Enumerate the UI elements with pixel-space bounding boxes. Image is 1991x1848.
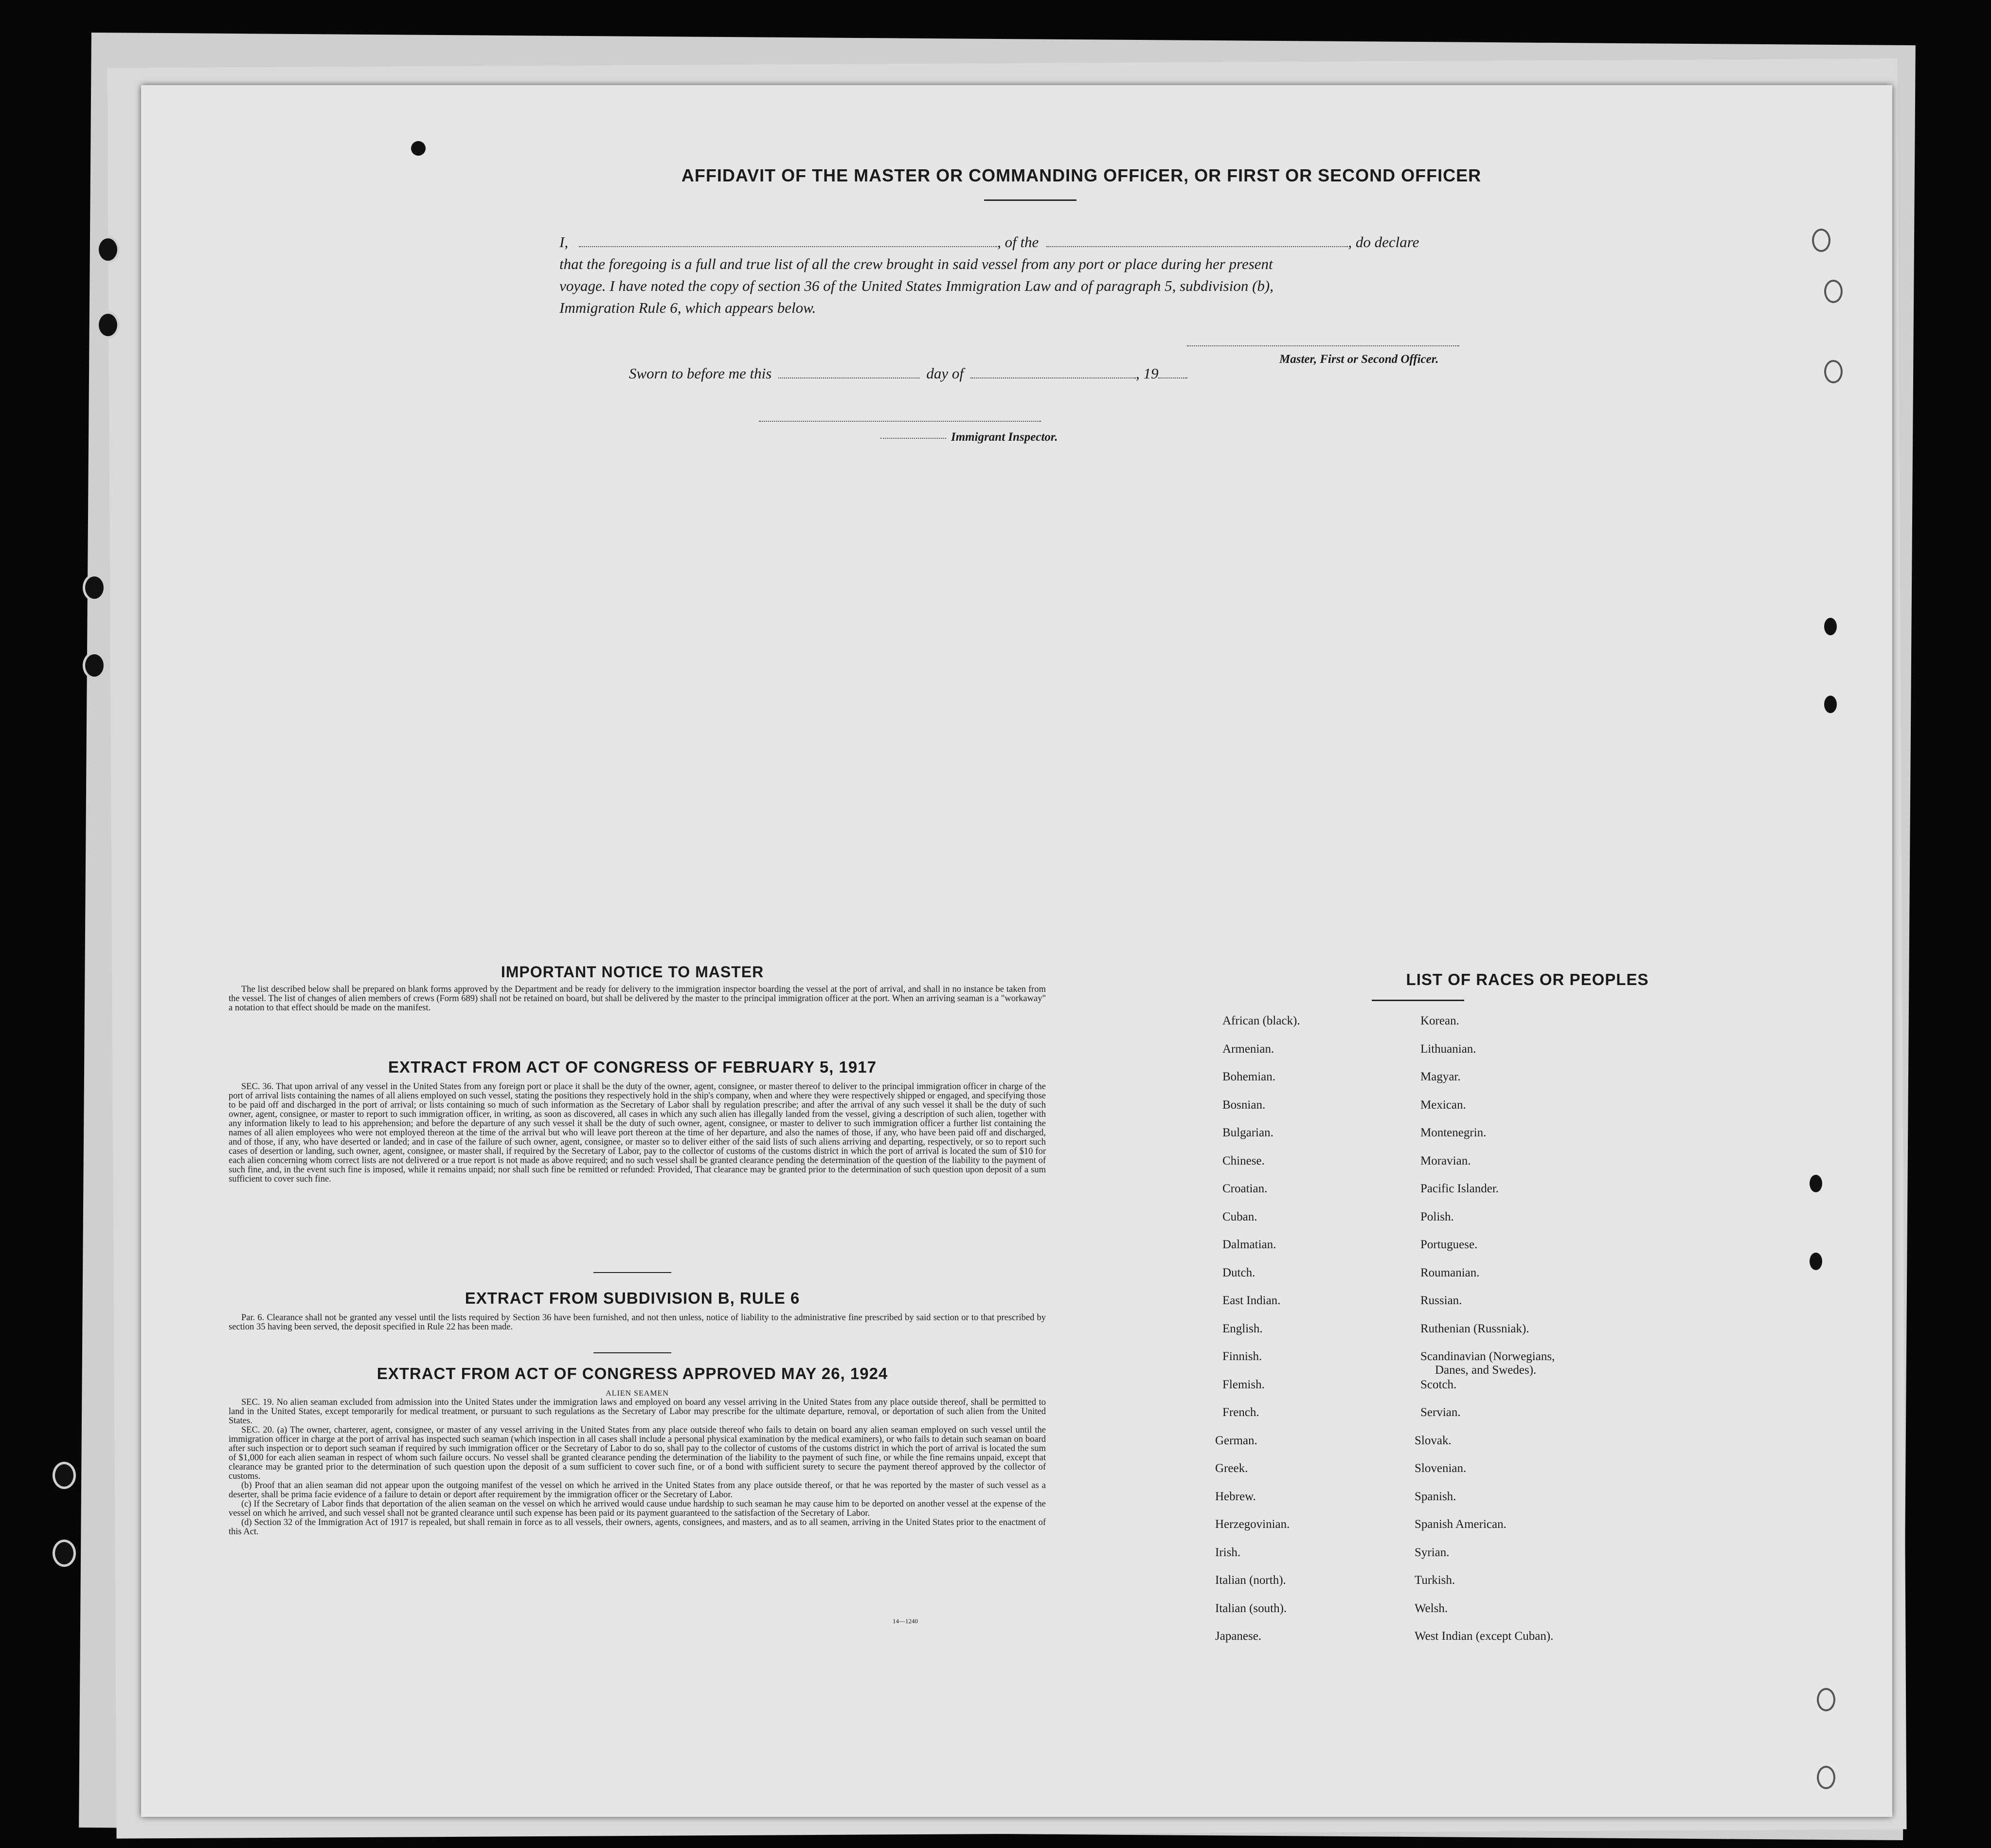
form-number: 14—1240: [893, 1617, 918, 1625]
affidavit-line4: Immigration Rule 6, which appears below.: [559, 299, 816, 316]
notice-title: IMPORTANT NOTICE TO MASTER: [501, 963, 764, 981]
race-item: Croatian.: [1222, 1182, 1268, 1195]
race-item: Italian (north).: [1215, 1574, 1286, 1587]
race-item: Hebrew.: [1215, 1489, 1256, 1503]
binder-hole-right: [1824, 696, 1837, 713]
section-rule: [593, 1352, 671, 1353]
race-item: Turkish.: [1415, 1574, 1455, 1587]
race-item: Russian.: [1420, 1294, 1462, 1307]
races-title: LIST OF RACES OR PEOPLES: [1406, 970, 1649, 988]
race-item: West Indian (except Cuban).: [1415, 1630, 1554, 1643]
race-item: Bosnian.: [1222, 1098, 1266, 1112]
race-item: Flemish.: [1222, 1378, 1265, 1391]
affidavit-i: I,: [559, 233, 569, 251]
sec-20c-paragraph: (c) If the Secretary of Labor finds that deportation of the alien seaman on the vessel on which he arrived would cause undue hardship to such seaman he may cause him to be deported on another vessel at the expense of the vessel on which he arrived, and such vessel shall not be granted clearance until such expense has been paid or its payment guaranteed to the satisfaction of the Secretary of Labor.: [229, 1499, 1046, 1518]
race-item: Danes, and Swedes).: [1435, 1364, 1537, 1377]
ring-hole: [1824, 360, 1843, 383]
race-item: Roumanian.: [1420, 1266, 1480, 1279]
race-item: African (black).: [1222, 1014, 1300, 1027]
sec-20a-paragraph: SEC. 20. (a) The owner, charterer, agent, consignee, or master of any vessel arriving in the United States from any place outside thereof who fails to detain on board any alien seaman employed on such vessel until the immigration officer in charge at the port of arrival has inspected such seaman (which inspection in all cases shall include a personal physical examination by the medical examiners), or who fails to detain such seaman on board after such inspection or to deport such seaman if required by such immigration officer or the Secretary of Labor to do so, shall pay to the collector of customs of the customs district in which the port of arrival is located the sum of $1,000 for each alien seaman in respect of whom such failure occurs. No vessel shall be granted clearance pending the determination of the liability to the payment of such fine, or while the fine remains unpaid, except that clearance may be granted prior to the determination of such question upon the deposit of a sum sufficient to cover such fine, or of a bond with sufficient surety to secure the payment thereof approved by the collector of customs.: [229, 1425, 1046, 1481]
binder-hole: [53, 1462, 76, 1489]
race-item: Cuban.: [1222, 1210, 1257, 1223]
name-blank[interactable]: [579, 235, 997, 247]
affidavit-line2: that the foregoing is a full and true list of all the crew brought in said vessel from any port or place during her present: [559, 255, 1273, 272]
race-item: Ruthenian (Russniak).: [1420, 1322, 1529, 1335]
race-item: Dalmatian.: [1222, 1238, 1276, 1251]
binder-hole: [83, 574, 106, 601]
race-item: Irish.: [1215, 1545, 1241, 1559]
sec-20d-paragraph: (d) Section 32 of the Immigration Act of 1917 is repealed, but shall remain in force as to all vessels, their owners, agents, consignees, and masters, and as to all seamen, arriving in the United States prior to the enactment of this Act.: [229, 1518, 1046, 1537]
race-item: Lithuanian.: [1420, 1042, 1476, 1056]
section-36-paragraph: SEC. 36. That upon arrival of any vessel in the United States from any foreign port or place it shall be the duty of the owner, agent, consignee, or master thereof to deliver to the principal immigration officer in charge of the port of arrival lists containing the names of all aliens employed on such vessel, stating the positions they respectively hold in the ship's company, when and where they were respectively shipped or engaged, and specifying those to be paid off and discharged in the port of arrival; or lists containing so much of such information as the Secretary of Labor shall by regulation prescribe; and after the arrival of any such vessel it shall be the duty of such owner, agent, consignee, or master to report to such immigration officer, in writing, as soon as discovered, all cases in which any such alien has illegally landed from the vessel, giving a description of such alien, together with any information likely to lead to his apprehension; and before the departure of any such vessel it shall be the duty of such owner, agent, consignee, or master to deliver to such immigration officer a further list containing the names of all alien employees who were not employed thereon at the time of the arrival but who will leave port thereon at the time of her departure, and also the names of those, if any, who have been paid off and discharged, and of those, if any, who have deserted or landed; and in case of the failure of such owner, agent, consignee, or master so to deliver either of the said lists of such aliens arriving and departing, respectively, or so to report such cases of desertion or landing, such owner, agent, consignee, or master shall, if required by the Secretary of Labor, pay to the collector of customs of the customs district in which the port of arrival is located the sum of $10 for each alien concerning whom correct lists are not delivered or a true report is not made as above required; and no such vessel shall be granted clearance pending the determination of the question of the liability to the payment of such fine, and, in the event such fine is imposed, while it remains unpaid; nor shall such fine be remitted or refunded: Provided, That clearance may be granted prior to the determination of such question upon deposit of a sum sufficient to cover such fine.: [229, 1082, 1046, 1184]
sworn-year-blank[interactable]: [1158, 367, 1187, 378]
extract-rule6-body: [229, 1313, 1046, 1332]
races-title-rule: [1372, 1000, 1464, 1001]
binder-hole: [96, 311, 120, 339]
alien-seamen-subtitle: ALIEN SEAMEN: [606, 1389, 669, 1398]
notice-paragraph: The list described below shall be prepared on blank forms approved by the Department and be ready for delivery to the immigration inspector boarding the vessel at the port of arrival, and shall in no instance be taken from the vessel. The list of changes of alien members of crews (Form 689) shall not be retained on board, but shall be delivered by the master to the principal immigration officer at the port. When an arriving seaman is a "workaway" a notation to that effect should be made on the manifest.: [229, 985, 1046, 1013]
title-rule: [984, 199, 1076, 201]
race-item: Servian.: [1420, 1406, 1461, 1419]
race-item: Bohemian.: [1222, 1070, 1276, 1083]
affidavit-page: [141, 85, 1892, 1817]
affidavit-title: AFFIDAVIT OF THE MASTER OR COMMANDING OFFICER, OR FIRST OR SECOND OFFICER: [681, 165, 1482, 185]
par-6-paragraph: Par. 6. Clearance shall not be granted any vessel until the lists required by Section 36 have been furnished, and not then unless, notice of liability to the administrative fine prescribed by said section or to that prescribed by section 35 having been served, the deposit specified in Rule 22 has been made.: [229, 1313, 1046, 1332]
race-item: Polish.: [1420, 1210, 1454, 1223]
race-item: Korean.: [1420, 1014, 1459, 1027]
binder-hole-right: [1810, 1175, 1822, 1192]
race-item: Portuguese.: [1420, 1238, 1478, 1251]
sworn-month-blank[interactable]: [970, 367, 1136, 378]
sworn-prefix: Sworn to before me this: [629, 365, 772, 382]
extract-rule6-title: EXTRACT FROM SUBDIVISION B, RULE 6: [465, 1289, 800, 1307]
race-item: Montenegrin.: [1420, 1126, 1487, 1139]
extract-1917-title: EXTRACT FROM ACT OF CONGRESS OF FEBRUARY 5, 1917: [388, 1058, 877, 1076]
extract-1917-body: [229, 1082, 1046, 1184]
sworn-line: [629, 365, 1187, 382]
race-item: Spanish.: [1415, 1489, 1456, 1503]
race-item: Mexican.: [1420, 1098, 1466, 1112]
binder-hole: [96, 236, 120, 263]
affidavit-of-the: , of the: [997, 233, 1039, 251]
affidavit-line3: voyage. I have noted the copy of section 36 of the United States Immigration Law and of paragraph 5, subdivision (b),: [559, 277, 1274, 294]
master-signature-line[interactable]: [1187, 345, 1459, 346]
race-item: Pacific Islander.: [1420, 1182, 1499, 1195]
race-item: Magyar.: [1420, 1070, 1461, 1083]
race-item: English.: [1222, 1322, 1263, 1335]
sec-20b-paragraph: (b) Proof that an alien seaman did not appear upon the outgoing manifest of the vessel on which he arrived in the United States from any place outside thereof, or that he was reported by the master of such vessel as a deserter, shall be prima facie evidence of a failure to detain or deport after requirement by the immigration officer or the Secretary of Labor.: [229, 1481, 1046, 1500]
race-item: Chinese.: [1222, 1154, 1265, 1167]
notice-body: [229, 985, 1046, 1013]
race-item: Armenian.: [1222, 1042, 1274, 1056]
sworn-day-of: day of: [926, 365, 964, 382]
binder-hole: [53, 1540, 76, 1567]
vessel-blank[interactable]: [1046, 235, 1348, 247]
inspector-signature-line[interactable]: [759, 421, 1041, 422]
race-item: Dutch.: [1222, 1266, 1256, 1279]
punch-dot: [411, 141, 426, 156]
race-item: German.: [1215, 1434, 1257, 1447]
race-item: Moravian.: [1420, 1154, 1471, 1167]
affidavit-declare: , do declare: [1348, 233, 1419, 251]
ring-hole: [1812, 229, 1830, 252]
race-item: Herzegovinian.: [1215, 1518, 1290, 1531]
binder-hole-right: [1810, 1253, 1822, 1270]
race-item: Bulgarian.: [1222, 1126, 1274, 1139]
race-item: Spanish American.: [1415, 1518, 1507, 1531]
sworn-day-blank[interactable]: [778, 367, 919, 378]
extract-1924-title: EXTRACT FROM ACT OF CONGRESS APPROVED MAY 26, 1924: [377, 1364, 888, 1382]
race-item: Welsh.: [1415, 1601, 1448, 1615]
ring-hole: [1817, 1766, 1835, 1789]
race-item: East Indian.: [1222, 1294, 1281, 1307]
affidavit-statement: [559, 231, 1498, 319]
race-item: Greek.: [1215, 1462, 1248, 1475]
master-label: Master, First or Second Officer.: [1279, 353, 1439, 366]
race-item: Scandinavian (Norwegians,: [1420, 1350, 1555, 1363]
race-item: Italian (south).: [1215, 1601, 1287, 1615]
race-item: Slovenian.: [1415, 1462, 1467, 1475]
ring-hole: [1824, 280, 1843, 303]
binder-hole: [83, 652, 106, 679]
race-item: Syrian.: [1415, 1545, 1450, 1559]
extract-1924-body: [229, 1389, 1046, 1537]
ring-hole: [1817, 1688, 1835, 1711]
race-item: Finnish.: [1222, 1350, 1262, 1363]
race-item: French.: [1222, 1406, 1259, 1419]
race-item: Japanese.: [1215, 1630, 1262, 1643]
binder-hole-right: [1824, 618, 1837, 635]
race-item: Scotch.: [1420, 1378, 1457, 1391]
race-item: Slovak.: [1415, 1434, 1452, 1447]
inspector-dotted-lead: [880, 438, 946, 439]
inspector-label: Immigrant Inspector.: [951, 431, 1058, 444]
sec-19-paragraph: SEC. 19. No alien seaman excluded from admission into the United States under the immigration laws and employed on board any vessel arriving in the United States from any place outside thereof, shall be permitted to land in the United States, except temporarily for medical treatment, or pursuant to such regulations as the Secretary of Labor may prescribe for the ultimate departure, removal, or deportation of such alien from the United States.: [229, 1398, 1046, 1426]
sworn-year: , 19: [1135, 365, 1159, 382]
section-rule: [593, 1272, 671, 1273]
